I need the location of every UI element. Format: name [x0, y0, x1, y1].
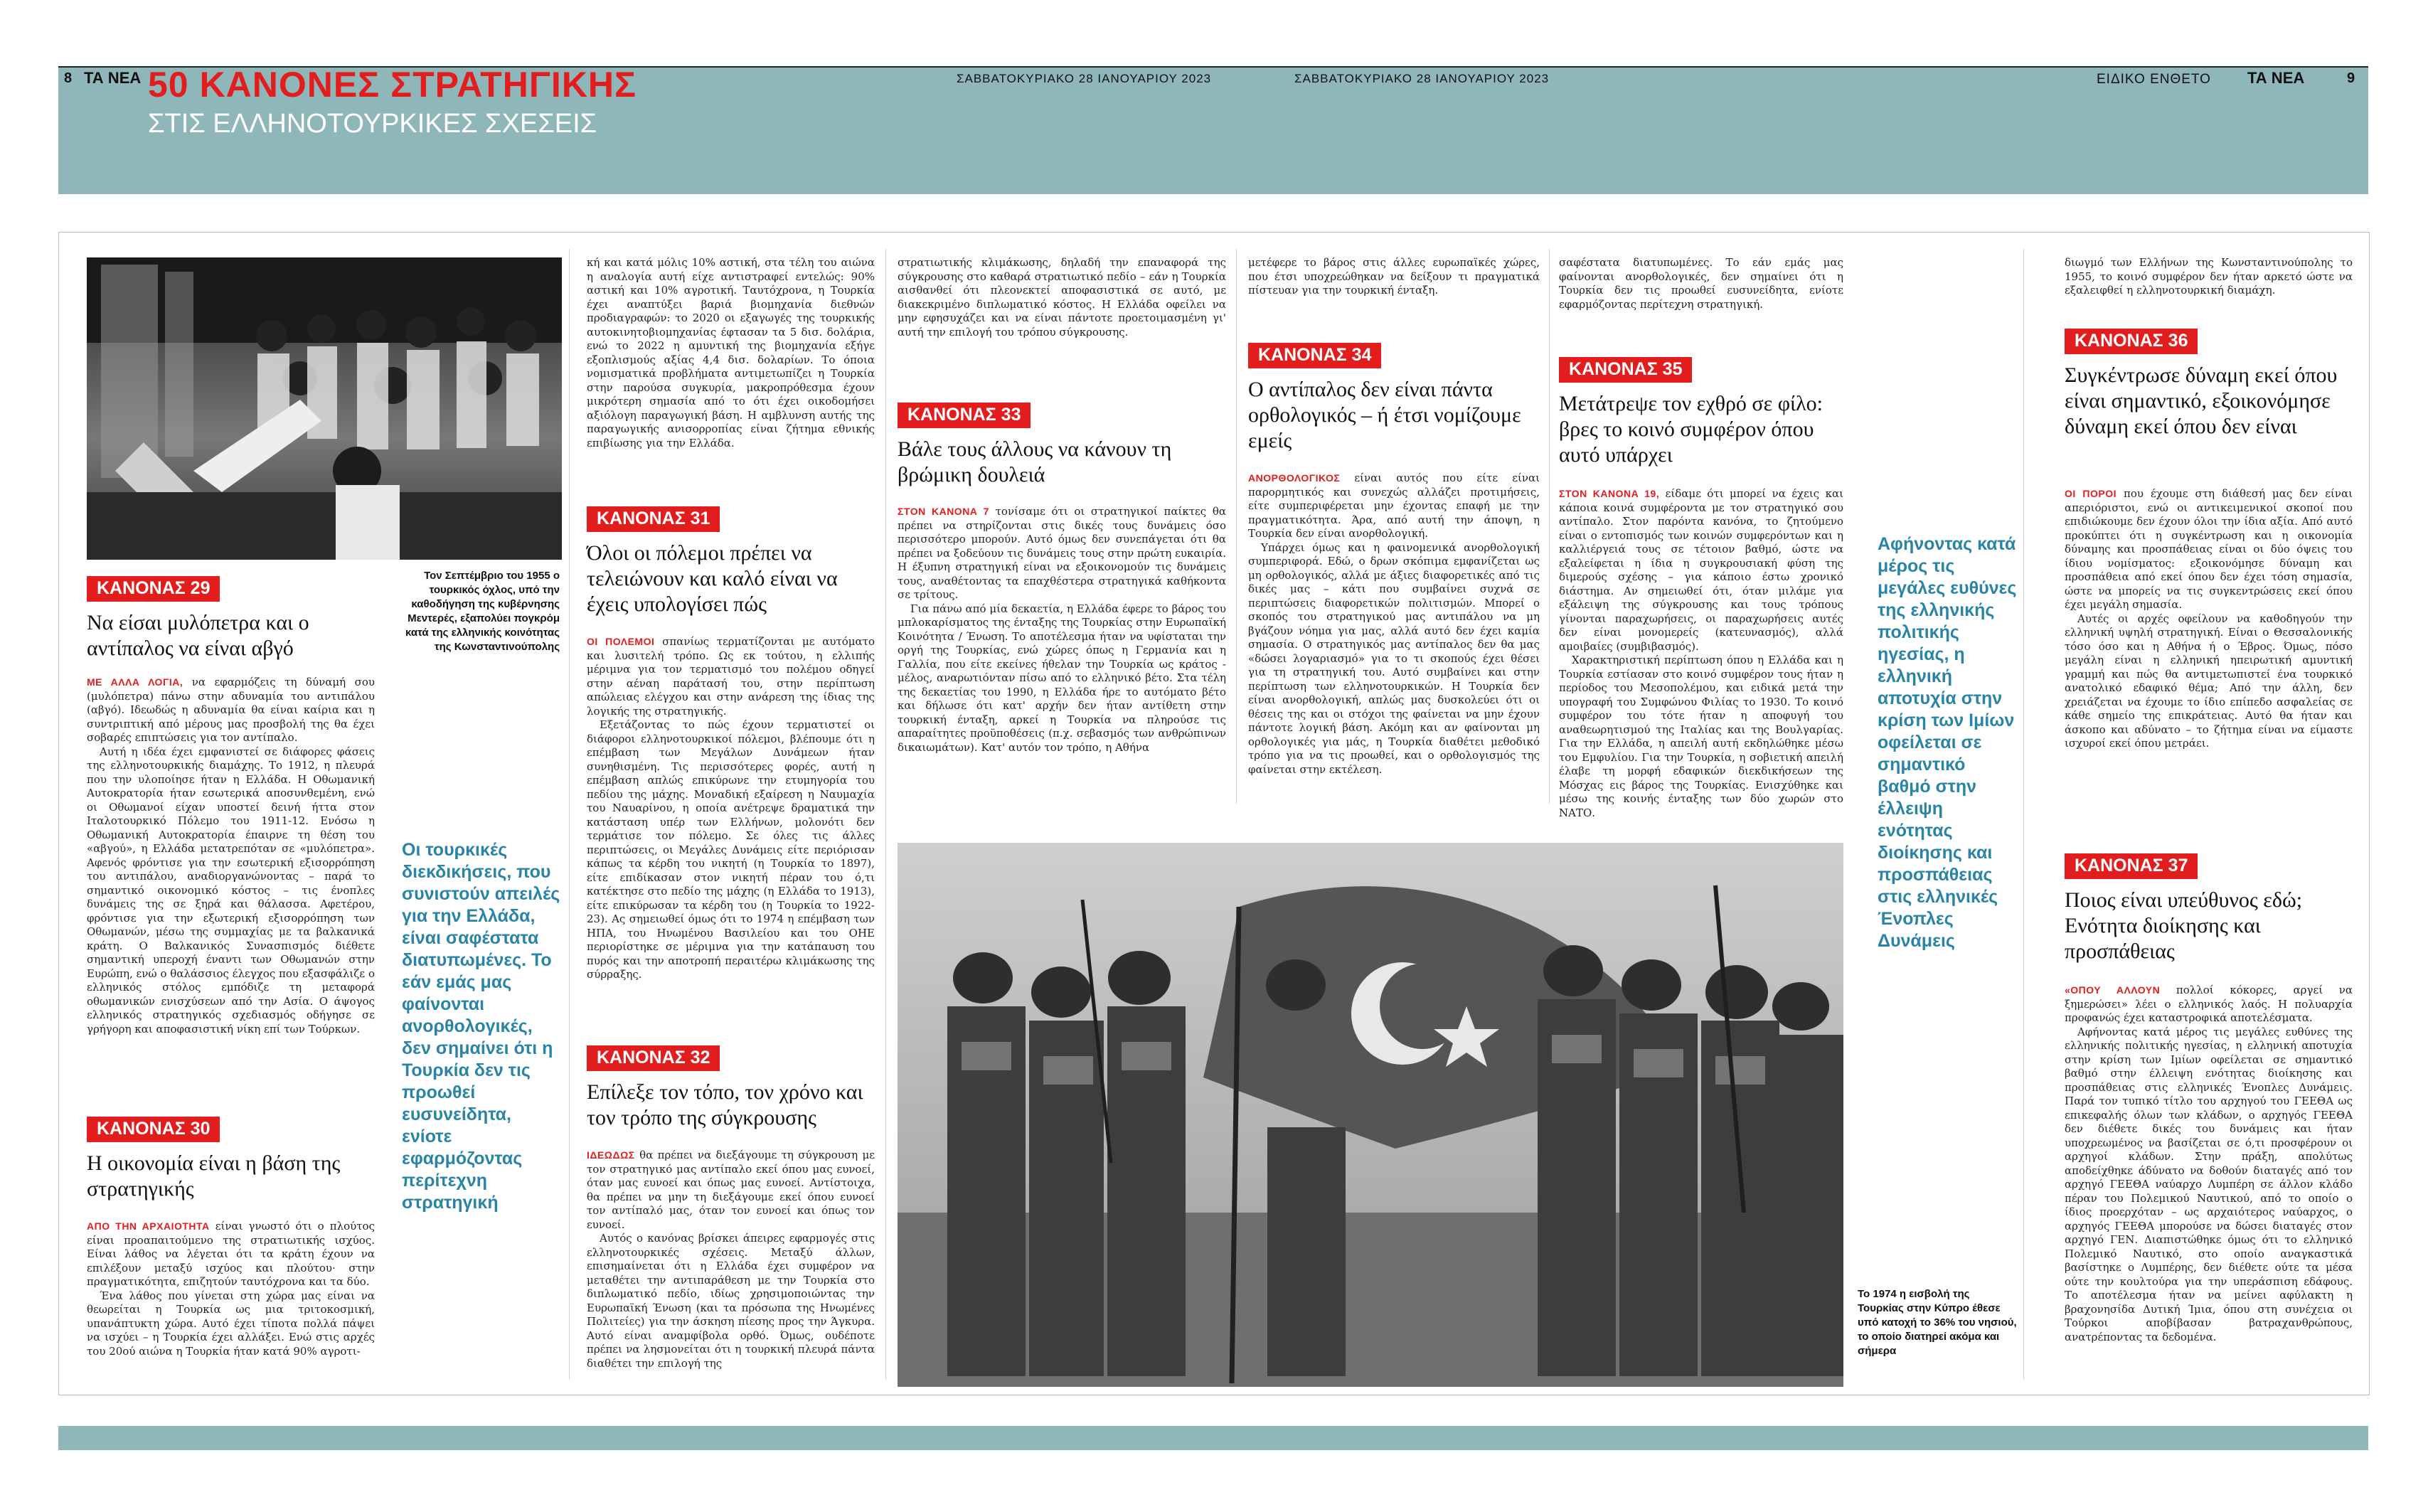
- photo-1955-caption: Τον Σεπτέμβριο του 1955 ο τουρκικός όχλος, υπό την καθοδήγηση της κυβέρνησης Μεντερές, εξαπολύει πογκρόμ κατά της ελληνικής κοινότητας της Κωνσταντινούπολης: [405, 570, 560, 653]
- rule-32-continued: [898, 256, 1226, 363]
- photo-cyprus-caption: Το 1974 η εισβολή της Τουρκίας στην Κύπρο έθεσε υπό κατοχή το 36% του νησιού, το οποίο διατηρεί ακόμα και σήμερα: [1858, 1288, 2017, 1357]
- rule-37-label: ΚΑΝΟΝΑΣ 37: [2065, 853, 2198, 879]
- page-title: 50 ΚΑΝΟΝΕΣ ΣΤΡΑΤΗΓΙΚΗΣ: [148, 65, 637, 105]
- date-left: ΣΑΒΒΑΤΟΚΥΡΙΑΚΟ 28 ΙΑΝΟΥΑΡΙΟΥ 2023: [957, 72, 1212, 85]
- rule-34-headline: Ο αντίπαλος δεν είναι πάντα ορθολογικός – ή έτσι νομίζουμε εμείς: [1248, 378, 1521, 452]
- date-right: ΣΑΒΒΑΤΟΚΥΡΙΑΚΟ 28 ΙΑΝΟΥΑΡΙΟΥ 2023: [1294, 72, 1550, 85]
- rule-30-text-c: κή και κατά μόλις 10% αστική, στα τέλη του αιώνα η αναλογία αυτή είχε αντιστραφεί εντελώς: 90% αστική και 10% αγροτική. Ταυτόχρονα, η Τουρκία έχει αναπτύξει βαριά βιομηχανία διεθνών προδιαγραφών: το 2020 οι εξαγωγές της τουρκικής αυτοκινητοβιομηχανίας έφτασαν τα 5 δισ. δολάρια, ενώ το 2022 η αμυντική της βιομηχανία εξήγε εξοπλισμούς αξίας 4,4 δισ. δολαρίων. Το όποια νομισματικά προβλήματα αντιμετωπίζει η Τουρκία στην παρούσα συγκυρία, μακροπρόθεσμα έχουν μικρότερη σημασία από το ότι έχει οικοδομήσει αξιόλογη παραγωγική βάση. Η αμβλυνση αυτής της παραγωγικής ανισορροπίας είναι ζήτημα εθνικής επιβίωσης για την Ελλάδα.: [587, 256, 875, 449]
- rule-32-lead: ΙΔΕΩΔΩΣ: [587, 1149, 635, 1161]
- rule-32-text-c: στρατιωτικής κλιμάκωσης, δηλαδή την επαναφορά της σύγκρουσης στο καθαρά στρατιωτικό πεδίο – εάν η Τουρκία αισθανθεί ότι πλεονεκτεί αποφασιστικά σε αυτό, με διακεκριμένο διπλωματικό κόστος. Η Ελλάδα οφείλει να μην εφησυχάζει και να είναι πάντοτε προετοιμασμένη γι' αυτή την επιλογή του τρόπου σύγκρουσης.: [898, 256, 1226, 339]
- rule-37-body: [2065, 984, 2353, 1383]
- rule-34-label: ΚΑΝΟΝΑΣ 34: [1248, 343, 1381, 368]
- rule-29-label: ΚΑΝΟΝΑΣ 29: [87, 576, 220, 602]
- rule-31-text-b: Εξετάζοντας το πώς έχουν τερματιστεί οι διάφοροι ελληνοτουρκικοί πόλεμοι, βλέπουμε ότι η επέμβαση των Μεγάλων Δυνάμεων ήταν συνηθισμένη. Τις περισσότερες φορές, αυτή η επέμβαση απλώς επικύρωνε την ετυμηγορία του πεδίου της μάχης. Μοναδική εξαίρεση η Ναυμαχία του Ναυαρίνου, η οποία ανέτρεψε δραματικά την κατάσταση υπέρ των Ελλήνων, μολονότι δεν τερμάτισε τον πόλεμο. Σε όλες τις άλλες περιπτώσεις, οι Μεγάλες Δυνάμεις είτε περιόρισαν κάπως τα κέρδη του νικητή (η Τουρκία το 1897), είτε επιδίκασαν στον νικητή πέραν του ό,τι κατέκτησε στο πεδίο της μάχης (η Ελλάδα το 1913), είτε επικύρωσαν τα κέρδη του (η Τουρκία το 1922-23). Ας σημειωθεί όμως ότι το 1974 η επέμβαση των ΗΠΑ, του Ηνωμένου Βασιλείου και του ΟΗΕ περιορίστηκε σε μέριμνα για την κατάπαυση του πυρός και την αποτροπή περαιτέρω κλιμάκωσης της σύρραξης.: [587, 718, 875, 981]
- rule-37-text-a: πολλοί κόκορες, αργεί να ξημερώσει» λέει ο ελληνικός λαός. Η πολυαρχία προφανώς έχει καταστροφικά αποτελέσματα.: [2065, 984, 2353, 1024]
- rule-32-text-b: Αυτός ο κανόνας βρίσκει άπειρες εφαρμογές στις ελληνοτουρκικές σχέσεις. Μεταξύ άλλων, επισημαίνεται ότι η Ελλάδα έχει συμφέρον να μεταθέτει την αντιπαράθεση με την Τουρκία στο διπλωματικό πεδίο, ιδίως χρησιμοποιώντας την Ευρωπαϊκή Ένωση (και τα πρόσωπα της Ηνωμένες Πολιτείες) για την άσκηση πίεσης προς την Άγκυρα. Αυτό είναι αναμφίβολα ορθό. Όμως, ουδέποτε πρέπει να λησμονείται ότι η τουρκική πλευρά πάντα διαθέτει την επιλογή της: [587, 1232, 875, 1370]
- footer-band: [58, 1426, 2368, 1450]
- right-page-number: 9: [2347, 70, 2355, 86]
- rule-30-headline: Η οικονομία είναι η βάση της στρατηγικής: [87, 1151, 341, 1200]
- rule-30-body: [87, 1220, 375, 1383]
- rule-33-text-b: Για πάνω από μία δεκαετία, η Ελλάδα έφερε το βάρος του μπλοκαρίσματος της ένταξης της Τουρκίας στην Ευρωπαϊκή Κοινότητα / Ένωση. Το αποτέλεσμα ήταν να υφίσταται την οργή της Τουρκίας, ενώ χώρες όπως η Γερμανία και η Γαλλία, που είτε εκείνες ήθελαν την Τουρκία ως κράτος - μέλος, αναρωτιόνταν πίσω από το ελληνικό βέτο. Στα τέλη της δεκαετίας του 1990, η Ελλάδα ήρε το αυτόματο βέτο και δήλωσε ότι κατ' αρχήν δεν ήταν αντίθετη στην τουρκική ένταξη, αρκεί η Τουρκία να πληρούσε τις απαραίτητες προϋποθέσεις (π.χ. σεβασμός των ανθρώπινων δικαιωμάτων). Κατ' αυτόν τον τρόπο, η Αθήνα: [898, 602, 1226, 754]
- photo-cyprus-1974: [898, 843, 1843, 1387]
- rule-30-lead: ΑΠΟ ΤΗΝ ΑΡΧΑΙΟΤΗΤΑ: [87, 1220, 210, 1232]
- rule-37-headline: Ποιος είναι υπεύθυνος εδώ; Ενότητα διοίκησης και προσπάθειας: [2065, 888, 2303, 963]
- rule-31-label: ΚΑΝΟΝΑΣ 31: [587, 506, 720, 532]
- rule-30-text-a: είναι γνωστό ότι ο πλούτος είναι προαπαιτούμενο της στρατιωτικής ισχύος. Είναι λάθος να λέγεται ότι τα κράτη έχουν να επιλέξουν μεταξύ ισχύος και πλούτου· στην πραγματικότητα, επιζητούν ταυτόχρονα και τα δύο.: [87, 1220, 375, 1288]
- rule-36-text-b: Αυτές οι αρχές οφείλουν να καθοδηγούν την ελληνική υψηλή στρατηγική. Είναι ο Θεσσαλονικής τόσο όσο και η Αθήνα ή ο Έβρος. Όμως, πόσο μεγάλη είναι η ελληνική ηπειρωτική αμυντική γραμμή και πώς θα αντιμετωπιστεί ένα τουρκικό ανατολικό εδαφικό θέμα; Από την άλλη, δεν χρειάζεται να έχουμε το ίδιο επίπεδο ασφαλείας σε κάθε σημείο της επικράτειας. Αυτό θα ήταν και άσκοπο και αδύνατο – το ζήτημα είναι να είμαστε ισχυροί εκεί όπου μετράει.: [2065, 612, 2353, 750]
- rule-29-text-b: Αυτή η ιδέα έχει εμφανιστεί σε διάφορες φάσεις της ελληνοτουρκικής διαμάχης. Το 1912, η πλευρά που την υλοποίησε ήταν η Ελλάδα. Η Οθωμανική Αυτοκρατορία ήταν εσωτερικά αποσυνθεμένη, ενώ οι Οθωμανοί είχαν υποστεί δεινή ήττα στον Ιταλοτουρκικό Πόλεμο του 1911-12. Ενόσω η Οθωμανική Αυτοκρατορία έπαιρνε τη θέση του «αβγού», η Ελλάδα μετατρεπόταν σε «μυλόπετρα». Αφενός φρόντισε για την εσωτερική εξισορρόπηση του αντιπάλου, αναδιοργανώνοντας – παρά το σημαντικό οικονομικό κόστος – τις ένοπλες δυνάμεις της σε ξηρά και θάλασσα. Αφετέρου, φρόντισε για την εξωτερική εξισορρόπηση των Οθωμανών, μέσω της συμμαχίας με τα βαλκανικά κράτη. Ο Βαλκανικός Συνασπισμός διέθετε σημαντική υπεροχή έναντι των Οθωμανών στην Ευρώπη, ενώ ο θαλάσσιος έλεγχος που εξασφάλιζε ο ελληνικός στόλος εμπόδιζε τη μεταφορά οθωμανικών ενισχύσεων από την Ασία. Ο άψογος ελληνικός στρατηγικός σχεδιασμός οδήγησε σε γρήγορη και αποφασιστική νίκη επί των Τούρκων.: [87, 745, 375, 1035]
- rule-36-text-a: που έχουμε στη διάθεσή μας δεν είναι απεριόριστοι, ενώ οι αντικειμενικοί σκοποί που επιδιώκουμε δεν έχουν όλοι την ίδια αξία. Από αυτό προκύπτει ότι η συγκέντρωση και η οικονομία δύναμης και προσπάθειας είναι οι δύο όψεις του ίδιου νομίσματος: εξοικονόμησε δύναμη και προσπάθεια από εκεί όπου δεν έχει τόση σημασία, ώστε να μπορείς να τις συγκεντρώσεις εκεί όπου έχει μεγάλη σημασία.: [2065, 487, 2353, 611]
- rule-37-lead: «ΟΠΟΥ ΑΛΛΟΥΝ: [2065, 984, 2161, 996]
- rule-32-headline: Επίλεξε τον τόπο, τον χρόνο και τον τρόπο της σύγκρουσης: [587, 1080, 863, 1129]
- rule-31-text-a: σπανίως τερματίζονται με αυτόματο και λυσιτελή τρόπο. Ως εκ τούτου, η ελλιπής μέριμνα για τον τερματισμό του πολέμου οδηγεί στην αέναη παράτασή του, στην περίπτωση απώλειας ελέγχου και στην ανάρεση της ίδιας της λογικής της στρατηγικής.: [587, 635, 875, 718]
- rule-35-headline: Μετάτρεψε τον εχθρό σε φίλο: βρες το κοινό συμφέρον όπου αυτό υπάρχει: [1559, 392, 1823, 467]
- rule-30-text-b: Ένα λάθος που γίνεται στη χώρα μας είναι να θεωρείται η Τουρκία ως μια τριτοκοσμική, υπανάπτυκτη χώρα. Αυτό έχει τίποτα πολλά πάψει να ισχύει – η Τουρκία έχει αλλάξει. Ενώ στις αρχές του 20ού αιώνα η Τουρκία ήταν κατά 90% αγροτι-: [87, 1289, 375, 1358]
- rule-34-text-a: είναι αυτός που είτε είναι παρορμητικός και συνεχώς αλλάζει προτιμήσεις, είτε συμπεριφέρεται μην έχοντας επαφή με την πραγματικότητα. Άρα, από αυτή την άποψη, η Τουρκία δεν είναι ανορθολογική.: [1248, 472, 1540, 540]
- right-logo: ΤΑ ΝΕΑ: [2247, 69, 2305, 87]
- rule-33-continued: [1248, 256, 1540, 313]
- rule-32-text-a: θα πρέπει να διεξάγουμε τη σύγκρουση με τον στρατηγικό μας αντίπαλο εκεί όπου μας ευνοεί, όταν μας ευνοεί και όπως μας ευνοεί. Αντίστοιχα, θα πρέπει να μην τη διεξάγουμε εκεί όπου ευνοεί τον αντίπαλό μας, όταν τον ευνοεί και όπως τον ευνοεί.: [587, 1149, 875, 1231]
- rule-32-body: [587, 1149, 875, 1383]
- rule-36-headline: Συγκέντρωσε δύναμη εκεί όπου είναι σημαντικό, εξοικονόμησε δύναμη εκεί όπου δεν είναι: [2065, 363, 2338, 438]
- rule-29-text-a: να εφαρμόζεις τη δύναμή σου (μυλόπετρα) πάνω στην αδυναμία του αντιπάλου (αβγό). Ιδεωδώς η αδυναμία θα είναι καίρια και η συντριπτική από μέρους μας προσβολή της θα έχει σοβαρές επιπτώσεις για τον αντίπαλο.: [87, 676, 375, 744]
- rule-33-label: ΚΑΝΟΝΑΣ 33: [898, 403, 1031, 428]
- rule-29-body: [87, 676, 375, 1088]
- rule-34-lead: ΑΝΟΡΘΟΛΟΓΙΚΟΣ: [1248, 472, 1341, 484]
- rule-32-label: ΚΑΝΟΝΑΣ 32: [587, 1045, 720, 1071]
- rule-35-continued: [2065, 256, 2353, 327]
- column-rule: [1236, 249, 1237, 804]
- rule-30-continued: [587, 256, 875, 469]
- rule-31-lead: ΟΙ ΠΟΛΕΜΟΙ: [587, 636, 655, 647]
- rule-34-continued: [1559, 256, 1843, 313]
- column-rule: [1549, 249, 1550, 804]
- rule-31-headline: Όλοι οι πόλεμοι πρέπει να τελειώνουν και καλό είναι να έχεις υπολογίσει πώς: [587, 541, 838, 616]
- left-page-number: 8: [64, 70, 73, 86]
- rule-34-body: [1248, 472, 1540, 806]
- rule-33-body: [898, 505, 1226, 804]
- pogrom-photo-image: [87, 257, 562, 560]
- rule-35-text-b: Χαρακτηριστική περίπτωση όπου η Ελλάδα και η Τουρκία εστίασαν στο κοινό συμφέρον τους ήταν η περίοδος του Μεσοπολέμου, και ειδικά μετά την υπογραφή του Συμφώνου Φιλίας το 1930. Το κοινό συμφέρον του τότε ήταν η αποφυγή του αναθεωρητισμού της Ιταλίας και της Βουλγαρίας. Για την Ελλάδα, η απειλή αυτή εκδηλώθηκε μέσω του Εμφυλίου. Για την Τουρκία, η σοβιετική απειλή έλαβε τη μορφή εδαφικών διεκδικήσεων της Μόσχας εις βάρος της Τουρκίας. Ενισχύθηκε και μέσω της κοινής ένταξης των δύο χωρών στο ΝΑΤΟ.: [1559, 654, 1843, 819]
- rule-35-label: ΚΑΝΟΝΑΣ 35: [1559, 357, 1692, 383]
- rule-36-body: [2065, 487, 2353, 836]
- pullquote-right: Αφήνοντας κατά μέρος τις μεγάλες ευθύνες της ελληνικής πολιτικής ηγεσίας, η ελληνική αποτυχία στην κρίση των Ιμίων οφείλεται σε σημαντικό βαθμό στην έλλειψη ενότητας διοίκησης και προσπάθειας στις ελληνικές Ένοπλες Δυνάμεις: [1878, 534, 2017, 951]
- pullquote-left: Οι τουρκικές διεκδικήσεις, που συνιστούν απειλές για την Ελλάδα, είναι σαφέστατα διατυπωμένες. Το εάν εμάς μας φαίνονται ανορθολογικές, δεν σημαίνει ότι η Τουρκία δεν τις προωθεί ευσυνείδητα, ενίοτε εφαρμόζοντας περίτεχνη στρατηγική: [402, 840, 560, 1213]
- rule-31-body: [587, 635, 875, 1040]
- rule-34-text-c: σαφέστατα διατυπωμένες. Το εάν εμάς μας φαίνονται ανορθολογικές, δεν σημαίνει ότι η Τουρκία δεν τις προωθεί ευσυνείδητα, ενίοτε εφαρμόζοντας περίτεχνη στρατηγική.: [1559, 256, 1843, 311]
- rule-37-text-b: Αφήνοντας κατά μέρος τις μεγάλες ευθύνες της ελληνικής πολιτικής ηγεσίας, η ελληνική αποτυχία στην κρίση των Ιμίων οφείλεται σε σημαντικό βαθμό στην έλλειψη ενότητας διοίκησης και προσπάθειας στις ελληνικές Ένοπλες Δυνάμεις. Παρά τον τυπικό τίτλο του αρχηγού του ΓΕΕΘΑ ως επικεφαλής όλων των κλάδων, ο αρχηγός ΓΕΕΘΑ δεν διέθετε δικές του δυνάμεις και ήταν υποχρεωμένος να βασίζεται σε ό,τι προσφέρουν οι αρχηγοί κλάδων. Στην πράξη, απολύτως αποδείχθηκε άδύνατο να δοθούν διαταγές από τον αρχηγό ΓΕΕΘΑ ναύαρχο Λυμπέρη σε άλλον κλάδο πέραν του Πολεμικού Ναυτικού, από το οποίο ο ίδιος προερχόταν – ως αρχαιότερος ναύαρχος, ο αρχηγός ΓΕΕΘΑ μπορούσε να δώσει διαταγές στον αρχηγό ΓΕΝ. Διαπιστώθηκε όμως ότι το ελληνικό Πολεμικό Ναυτικό, στο οποίο αναγκαστικά βασίστηκε ο Λυμπέρης, δεν διέθετε ούτε τα μέσα ούτε την κουλτούρα για την υπεράσπιση εδάφους. Το αποτέλεσμα ήταν να μείνει αφύλακτη η βραχονησίδα Δυτική Ίμια, όπου στη συνέχεια οι Τούρκοι αποβίβασαν βατραχανθρώπους, ανατρέποντας τα δεδομένα.: [2065, 1025, 2353, 1343]
- rule-34-text-b: Υπάρχει όμως και η φαινομενικά ανορθολογική συμπεριφορά. Εδώ, ο δρων σκόπιμα εμφανίζεται ως μη ορθολογικός, αλλά με άξιες διαφορετικές από τις δικές μας – κάτι που συμβαίνει συχνά σε περιπτώσεις διαφορετικών πολιτισμών. Μπορεί ο σκοπός του στρατηγικού μας αντιπάλου να μη βγάζουν νόημα για μας, αλλά αυτό δεν έχει καμία σημασία. Ο στρατηγικός μας αντίπαλος δεν θα μας «δώσει λογαριασμό» για το τι σκοπούς έχει θέσει για τη στρατηγική του. Αυτό συμβαίνει και στην περίπτωση των ελληνοτουρκικών. Η Τουρκία δεν είναι ανορθολογική, απλώς μας δυσκολεύει ότι οι θέσεις της και οι στόχοι της φαίνεται να μην έχουν πάντοτε λογική βάση. Ακόμη και αν φαίνονται μη ορθολογικές για μάς, η Τουρκία διαθέτει μεθοδικό τρόπο για να τις προωθεί, και ο ορθολογισμός της φαίνεται στην εκτέλεση.: [1248, 541, 1540, 776]
- rule-36-lead: ΟΙ ΠΟΡΟΙ: [2065, 488, 2116, 499]
- column-rule: [2023, 249, 2024, 1380]
- column-rule: [885, 249, 886, 1380]
- section-label: ΕΙΔΙΚΟ ΕΝΘΕΤΟ: [2097, 72, 2211, 87]
- rule-36-label: ΚΑΝΟΝΑΣ 36: [2065, 329, 2198, 354]
- rule-35-text-a: είδαμε ότι μπορεί να έχεις και κάποια κοινά συμφέροντα με τον στρατηγικό σου αντίπαλο. Στον παρόντα κανόνα, το ζητούμενο είναι ο εντοπισμός των κοινών συμφερόντων και η καλλιέργειά τους σε τέτοιον βαθμό, ώστε να εξαλείφεται η ίδια η συγκρουσιακή φύση της διμερούς σχέσης – για κάποιο έστω χρονικό διάστημα. Αν σημειωθεί ότι, όταν μιλάμε για εξάλειψη της σύγκρουσης και τους τρόπους γίνονται παραχωρήσεις, οι παραχωρήσεις αυτές δεν είναι μονομερείς (κατευνασμός), αλλά αμοιβαίες (συμβιβασμός).: [1559, 487, 1843, 653]
- rule-35-text-c: διωγμό των Ελλήνων της Κωνσταντινούπολης το 1955, το κοινό συμφέρον δεν ήταν αρκετό ώστε να εξαλειφθεί η ελληνοτουρκική διαμάχη.: [2065, 256, 2353, 297]
- column-rule: [569, 249, 570, 1380]
- rule-33-text-a: τονίσαμε ότι οι στρατηγικοί παίκτες θα πρέπει να στηρίζονται στις δικές τους δυνάμεις όσο περισσότερο μπορούν. Αυτό όμως δεν συνεπάγεται ότι θα πρέπει να ξοδεύουν τις δυνάμεις τους στην πρώτη ευκαιρία. Η έξυπνη στρατηγική είναι να εξοικονομούν τις δυνάμεις τους, αναθέτοντας τα επαχθέστερα στρατηγικά καθήκοντα σε τρίτους.: [898, 505, 1226, 601]
- rule-35-body: [1559, 487, 1843, 819]
- rule-29-lead: ΜΕ ΑΛΛΑ ΛΟΓΙΑ,: [87, 676, 183, 688]
- rule-33-lead: ΣΤΟΝ ΚΑΝΟΝΑ 7: [898, 506, 989, 517]
- photo-1955-pogrom: [87, 257, 562, 560]
- rule-33-text-c: μετέφερε το βάρος στις άλλες ευρωπαϊκές χώρες, που έτσι υποχρεώθηκαν να δείξουν τι πραγματικά πίστευαν για την τουρκική ένταξη.: [1248, 256, 1540, 297]
- left-logo: ΤΑ ΝΕΑ: [84, 69, 142, 87]
- rule-30-label: ΚΑΝΟΝΑΣ 30: [87, 1117, 220, 1142]
- page-subtitle: ΣΤΙΣ ΕΛΛΗΝΟΤΟΥΡΚΙΚΕΣ ΣΧΕΣΕΙΣ: [148, 109, 597, 139]
- rule-29-headline: Να είσαι μυλόπετρα και ο αντίπαλος να είναι αβγό: [87, 611, 309, 660]
- rule-35-lead: ΣΤΟΝ ΚΑΝΟΝΑ 19,: [1559, 488, 1660, 499]
- rule-33-headline: Βάλε τους άλλους να κάνουν τη βρώμικη δουλειά: [898, 437, 1172, 486]
- cyprus-photo-image: [898, 843, 1843, 1387]
